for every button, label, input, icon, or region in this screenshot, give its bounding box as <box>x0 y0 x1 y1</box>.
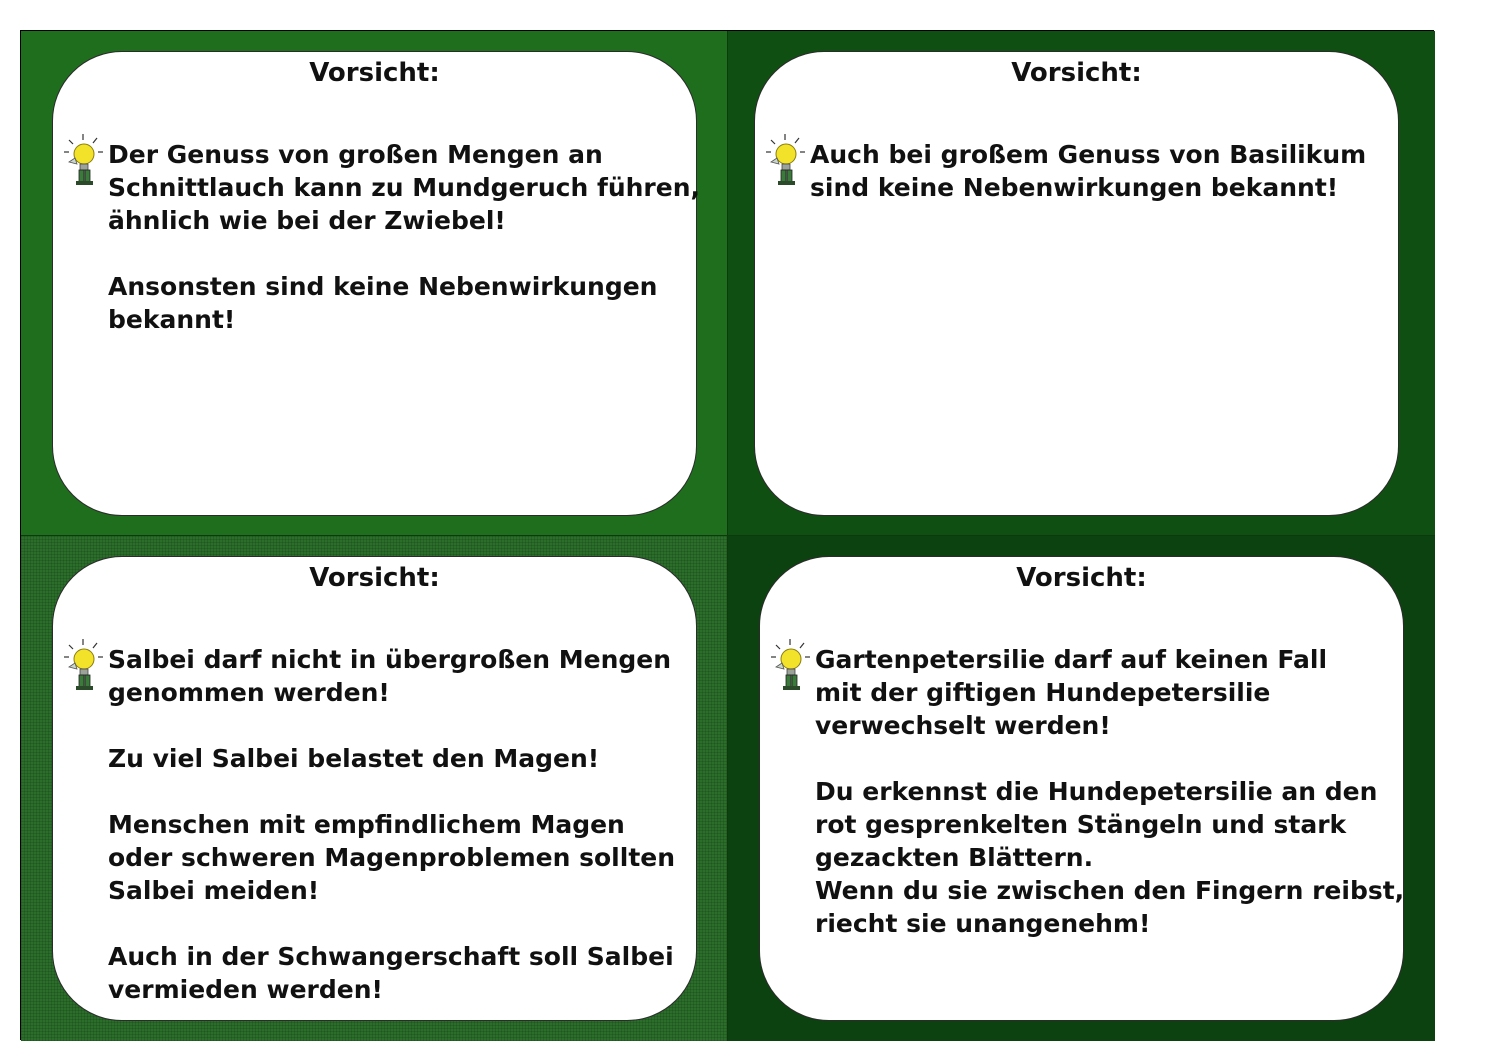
card-text-line: gezackten Blättern. <box>815 843 1094 872</box>
warning-card <box>52 51 701 516</box>
card-text-line: sind keine Nebenwirkungen bekannt! <box>810 173 1339 202</box>
card-title: Vorsicht: <box>309 563 440 593</box>
card-text <box>810 138 1384 204</box>
warning-card <box>52 556 697 1021</box>
card-panel-3 <box>21 536 728 1041</box>
card-paragraph <box>108 138 701 237</box>
card-text-line: genommen werden! <box>108 678 390 707</box>
card-text-line: rot gesprenkelten Stängeln und stark <box>815 810 1347 839</box>
card-title: Vorsicht: <box>1011 58 1142 88</box>
card-panel-2 <box>728 31 1435 536</box>
card-text <box>815 643 1405 940</box>
card-paragraph <box>108 643 682 709</box>
card-paragraph <box>108 270 682 336</box>
card-text-line: Salbei darf nicht in übergroßen Mengen <box>108 645 672 674</box>
card-text-line: riecht sie unangenehm! <box>815 909 1151 938</box>
lightbulb-icon <box>61 132 105 188</box>
warning-card <box>759 556 1404 1021</box>
card-text-line: oder schweren Magenproblemen sollten <box>108 843 676 872</box>
card-text-line: Der Genuss von großen Mengen an <box>108 140 603 169</box>
card-text-line: Ansonsten sind keine Nebenwirkungen <box>108 272 658 301</box>
card-title: Vorsicht: <box>1016 563 1147 593</box>
card-text-line: vermieden werden! <box>108 975 383 1004</box>
card-panel-1 <box>21 31 728 536</box>
card-text-line: bekannt! <box>108 305 236 334</box>
card-text <box>108 643 682 1006</box>
card-text-line: Schnittlauch kann zu Mundgeruch führen, <box>108 173 701 202</box>
card-paragraph <box>810 138 1384 204</box>
card-text-line: ähnlich wie bei der Zwiebel! <box>108 206 506 235</box>
card-text-line: Auch in der Schwangerschaft soll Salbei <box>108 942 674 971</box>
card-text-line: Auch bei großem Genuss von Basilikum <box>810 140 1367 169</box>
card-text-line: Gartenpetersilie darf auf keinen Fall <box>815 645 1328 674</box>
lightbulb-icon <box>61 637 105 693</box>
card-paragraph <box>815 643 1397 742</box>
card-text-line: Menschen mit empfindlichem Magen <box>108 810 625 839</box>
card-text-line: Du erkennst die Hundepetersilie an den <box>815 777 1378 806</box>
card-paragraph <box>815 775 1405 940</box>
lightbulb-icon <box>768 637 812 693</box>
lightbulb-icon <box>763 132 807 188</box>
card-paragraph <box>108 808 682 907</box>
card-text-line: verwechselt werden! <box>815 711 1111 740</box>
card-text-line: Salbei meiden! <box>108 876 320 905</box>
card-text-line: mit der giftigen Hundepetersilie <box>815 678 1271 707</box>
card-text-line: Zu viel Salbei belastet den Magen! <box>108 744 600 773</box>
card-paragraph <box>108 742 682 775</box>
card-title: Vorsicht: <box>309 58 440 88</box>
card-sheet <box>20 30 1434 1040</box>
warning-card <box>754 51 1399 516</box>
card-text <box>108 138 701 336</box>
card-text-line: Wenn du sie zwischen den Fingern reibst, <box>815 876 1405 905</box>
card-paragraph <box>108 940 682 1006</box>
card-panel-4 <box>728 536 1435 1041</box>
